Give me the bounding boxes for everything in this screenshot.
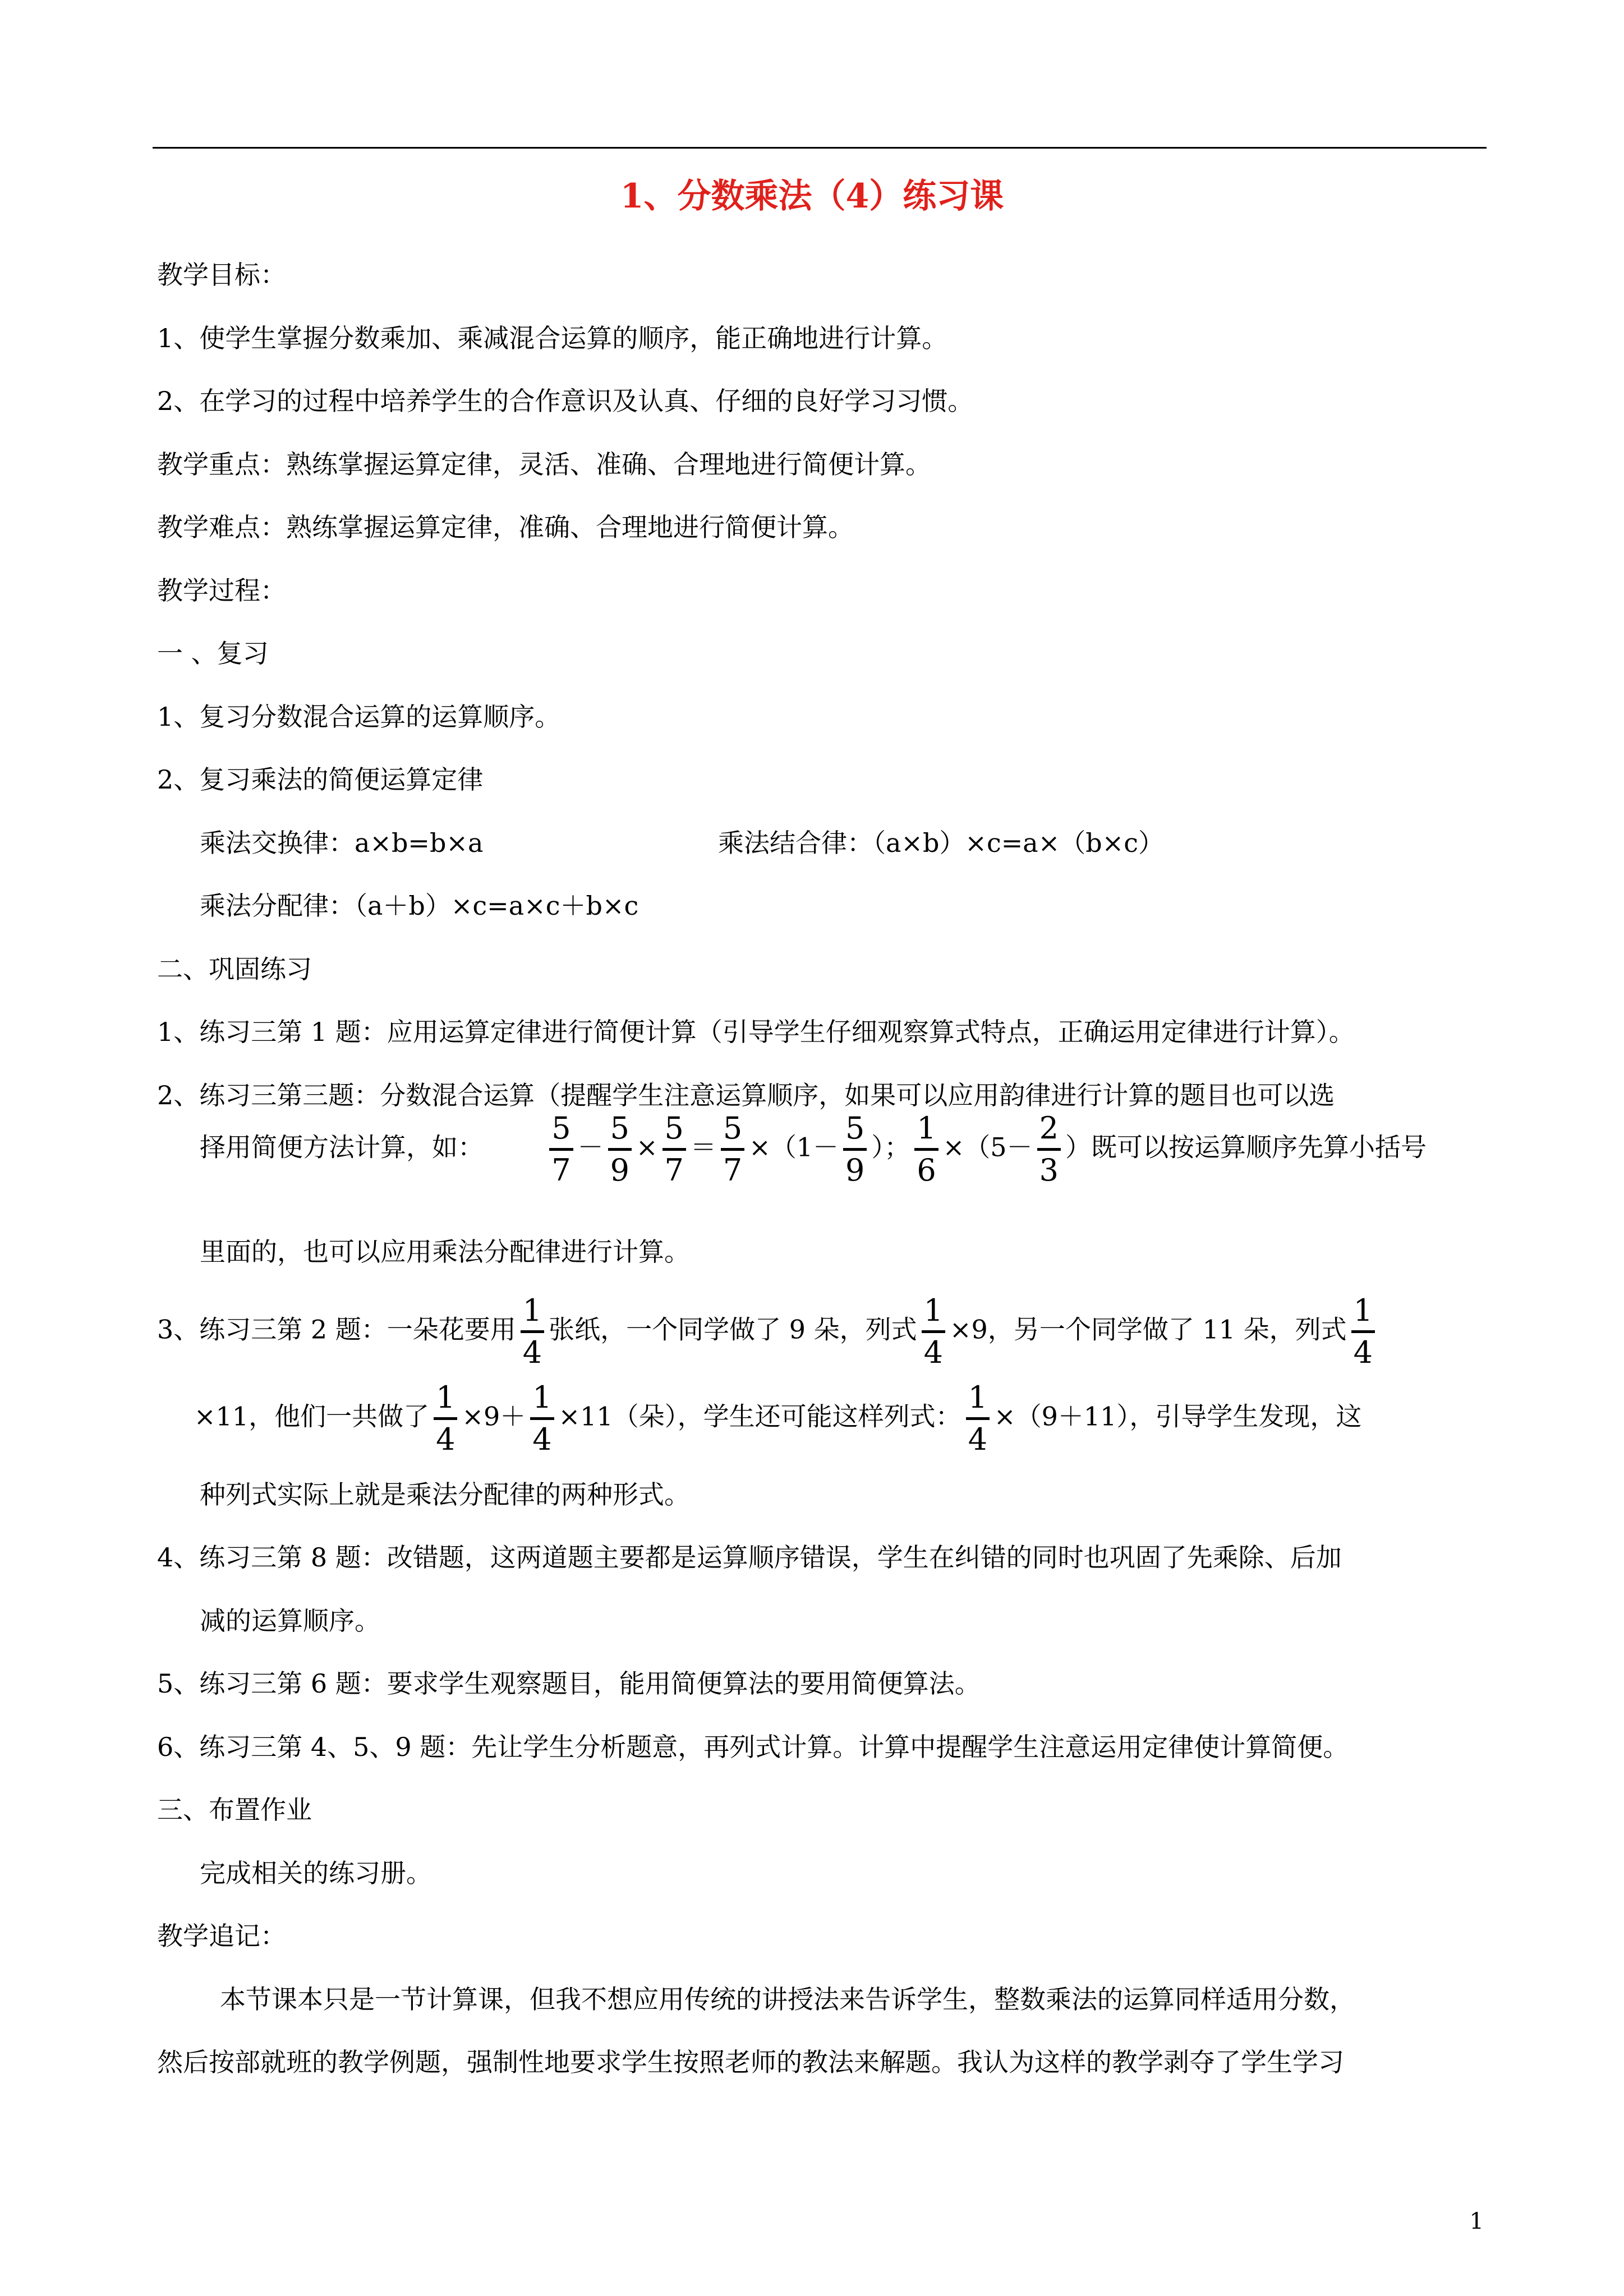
section-practice: 二、巩固练习 [157,954,312,984]
section-homework: 三、布置作业 [157,1795,312,1825]
operator: － [577,1132,604,1163]
fraction: $\frac{1}{4}$ [434,1382,457,1455]
goal-2: 2、在学习的过程中培养学生的合作意识及认真、仔细的良好学习习惯。 [157,386,974,416]
exercise-3-line-1 [157,1295,1379,1368]
notes-line-2: 然后按部就班的教学例题，强制性地要求学生按照老师的教法来解题。我认为这样的教学剥夺了学生学习 [157,2047,1344,2077]
exercise-3-line-2 [194,1382,1361,1455]
operator: ）； [871,1132,910,1163]
fraction: $\frac{5}{7}$ [549,1113,573,1186]
exercise-3-text: 张纸，一个同学做了 9 朵，列式 [549,1314,917,1345]
homework: 完成相关的练习册。 [200,1858,432,1888]
exercise-2-line-2 [200,1110,1427,1188]
law-commutative: 乘法交换律：a×b=b×a [200,828,484,858]
exercise-3-text: ×11（朵），学生还可能这样列式： [558,1401,961,1432]
goal-1: 1、使学生掌握分数乘加、乘减混合运算的顺序，能正确地进行计算。 [157,323,948,353]
page-number: 1 [1469,2209,1484,2234]
exercise-2-intro: 择用简便方法计算，如： [200,1132,484,1163]
exercise-3-text: ×9，另一个同学做了 11 朵，列式 [950,1314,1347,1345]
fraction: $\frac{5}{7}$ [663,1113,686,1186]
fraction: $\frac{1}{4}$ [966,1382,990,1455]
operator: ×（1－ [749,1132,839,1163]
page-title: 1、分数乘法（4）练习课 [620,177,1004,216]
fraction: $\frac{2}{3}$ [1037,1113,1061,1186]
difficulty: 教学难点：熟练掌握运算定律，准确、合理地进行简便计算。 [157,512,854,542]
law-associative: 乘法结合律：（a×b）×c=a×（b×c） [718,828,1164,858]
exercise-3-text: 3、练习三第 2 题：一朵花要用 [157,1314,516,1345]
operator: ×（5－ [942,1132,1033,1163]
exercise-2-line-1: 2、练习三第三题：分数混合运算（提醒学生注意运算顺序，如果可以应用韵律进行计算的题目也可以选 [157,1080,1335,1110]
review-1: 1、复习分数混合运算的运算顺序。 [157,702,561,732]
exercise-2-line-3: 里面的，也可以应用乘法分配律进行计算。 [200,1237,690,1267]
exercise-3-text: ×9＋ [462,1401,526,1432]
goal-heading: 教学目标： [157,260,286,290]
fraction: $\frac{5}{7}$ [721,1113,744,1186]
header-rule [153,147,1487,149]
exercise-4-line-2: 减的运算顺序。 [200,1606,380,1636]
exercise-3-text: ×（9＋11），引导学生发现，这 [994,1401,1362,1432]
exercise-6: 6、练习三第 4、5、9 题：先让学生分析题意，再列式计算。计算中提醒学生注意运用定律使计算简便。 [157,1732,1349,1762]
notes-line-1: 本节课本只是一节计算课，但我不想应用传统的讲授法来告诉学生，整数乘法的运算同样适用分数， [220,1984,1355,2014]
key-point: 教学重点：熟练掌握运算定律，灵活、准确、合理地进行简便计算。 [157,449,931,480]
law-distributive: 乘法分配律：（a＋b）×c=a×c＋b×c [200,891,639,921]
fraction: $\frac{1}{4}$ [530,1382,554,1455]
fraction: $\frac{1}{4}$ [1351,1295,1375,1368]
exercise-2-tail: 既可以按运算顺序先算小括号 [1091,1132,1427,1163]
exercise-3-line-3: 种列式实际上就是乘法分配律的两种形式。 [200,1479,690,1510]
operator: × [636,1132,658,1163]
fraction: $\frac{1}{4}$ [922,1295,945,1368]
operator: ） [1065,1132,1091,1163]
section-review: 一 、复习 [157,638,269,668]
exercise-4-line-1: 4、练习三第 8 题：改错题，这两道题主要都是运算顺序错误，学生在纠错的同时也巩固了先乘除、后加 [157,1542,1342,1573]
exercise-5: 5、练习三第 6 题：要求学生观察题目，能用简便算法的要用简便算法。 [157,1668,981,1699]
operator: ＝ [690,1132,716,1163]
review-2: 2、复习乘法的简便运算定律 [157,764,484,795]
fraction: $\frac{5}{9}$ [843,1113,867,1186]
exercise-1: 1、练习三第 1 题：应用运算定律进行简便计算（引导学生仔细观察算式特点，正确运用定律进行计算）。 [157,1017,1355,1047]
notes-heading: 教学追记： [157,1921,286,1951]
exercise-3-text: ×11，他们一共做了 [194,1401,430,1432]
fraction: $\frac{5}{9}$ [608,1113,632,1186]
fraction: $\frac{1}{6}$ [914,1113,938,1186]
fraction: $\frac{1}{4}$ [521,1295,544,1368]
process-heading: 教学过程： [157,575,286,606]
